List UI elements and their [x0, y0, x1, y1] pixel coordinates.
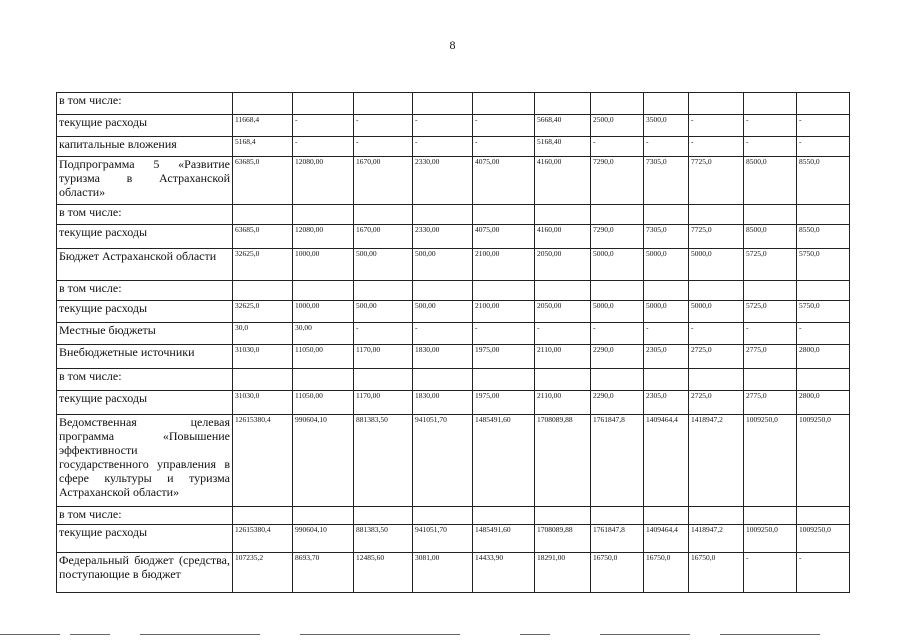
table-row	[57, 225, 850, 249]
value-cell	[797, 205, 850, 225]
value-cell: 1670,00	[354, 157, 413, 205]
table-row	[57, 301, 850, 323]
value-cell	[591, 93, 644, 115]
value-cell: 30,0	[233, 323, 293, 345]
value-cell	[535, 369, 591, 391]
value-cell	[413, 205, 473, 225]
value-cell: 12080,00	[293, 225, 354, 249]
value-cell: 2050,00	[535, 249, 591, 281]
budget-table	[56, 92, 850, 593]
value-cell: 8550,0	[797, 225, 850, 249]
row-label: текущие расходы	[57, 301, 233, 323]
value-cell: 16750,0	[689, 553, 744, 593]
value-cell: 1009250,0	[797, 415, 850, 507]
value-cell	[413, 93, 473, 115]
value-cell: 1170,00	[354, 391, 413, 415]
value-cell: 2110,00	[535, 345, 591, 369]
table-row	[57, 115, 850, 137]
value-cell: 5168,4	[233, 137, 293, 157]
table-row	[57, 249, 850, 281]
value-cell: 7725,0	[689, 157, 744, 205]
value-cell: 941051,70	[413, 525, 473, 553]
value-cell: 7725,0	[689, 225, 744, 249]
value-cell	[689, 93, 744, 115]
value-cell	[293, 507, 354, 525]
value-cell	[293, 369, 354, 391]
value-cell: 63685,0	[233, 225, 293, 249]
value-cell: 500,00	[354, 301, 413, 323]
value-cell: 4075,00	[473, 157, 535, 205]
value-cell: -	[797, 323, 850, 345]
value-cell: 1409464,4	[644, 415, 689, 507]
value-cell: 5668,40	[535, 115, 591, 137]
row-label: в том числе:	[57, 369, 233, 391]
value-cell: 5750,0	[797, 249, 850, 281]
value-cell: 1418947,2	[689, 415, 744, 507]
value-cell: 941051,70	[413, 415, 473, 507]
value-cell	[744, 205, 797, 225]
value-cell: 5725,0	[744, 249, 797, 281]
value-cell: -	[797, 115, 850, 137]
value-cell: 31030,0	[233, 391, 293, 415]
value-cell: 2725,0	[689, 345, 744, 369]
value-cell: 1009250,0	[744, 415, 797, 507]
table-row	[57, 391, 850, 415]
value-cell: -	[473, 115, 535, 137]
value-cell	[535, 93, 591, 115]
value-cell	[293, 281, 354, 301]
value-cell: -	[744, 553, 797, 593]
value-cell: 32625,0	[233, 249, 293, 281]
value-cell: 16750,0	[644, 553, 689, 593]
value-cell: 32625,0	[233, 301, 293, 323]
value-cell	[293, 205, 354, 225]
value-cell: 2110,00	[535, 391, 591, 415]
value-cell: -	[689, 115, 744, 137]
value-cell	[473, 93, 535, 115]
table-row	[57, 369, 850, 391]
value-cell	[744, 369, 797, 391]
value-cell: 1009250,0	[797, 525, 850, 553]
value-cell: 2725,0	[689, 391, 744, 415]
value-cell: 5725,0	[744, 301, 797, 323]
value-cell	[473, 369, 535, 391]
value-cell	[744, 281, 797, 301]
value-cell: -	[413, 323, 473, 345]
value-cell: 7305,0	[644, 157, 689, 205]
row-label: Бюджет Астраханской области	[57, 249, 233, 281]
value-cell: 4160,00	[535, 157, 591, 205]
value-cell	[354, 93, 413, 115]
value-cell: -	[473, 137, 535, 157]
value-cell	[591, 281, 644, 301]
value-cell	[744, 507, 797, 525]
value-cell: 3500,0	[644, 115, 689, 137]
value-cell	[689, 507, 744, 525]
value-cell: 2800,0	[797, 345, 850, 369]
value-cell	[233, 507, 293, 525]
value-cell: -	[354, 137, 413, 157]
value-cell: 18291,00	[535, 553, 591, 593]
value-cell: 2305,0	[644, 391, 689, 415]
value-cell: -	[744, 115, 797, 137]
value-cell: -	[293, 115, 354, 137]
value-cell: -	[644, 137, 689, 157]
value-cell: 1000,00	[293, 249, 354, 281]
table-row	[57, 415, 850, 507]
value-cell: 4160,00	[535, 225, 591, 249]
table-row	[57, 93, 850, 115]
value-cell: 1975,00	[473, 391, 535, 415]
value-cell: 12615380,4	[233, 525, 293, 553]
row-label: Внебюджетные источники	[57, 345, 233, 369]
value-cell: 5750,0	[797, 301, 850, 323]
value-cell: 16750,0	[591, 553, 644, 593]
table-row	[57, 345, 850, 369]
value-cell	[354, 369, 413, 391]
value-cell: 7290,0	[591, 225, 644, 249]
value-cell: -	[797, 553, 850, 593]
value-cell: 11050,00	[293, 391, 354, 415]
bottom-rule	[0, 634, 905, 637]
row-label: в том числе:	[57, 507, 233, 525]
table-row	[57, 281, 850, 301]
value-cell: 1761847,8	[591, 525, 644, 553]
row-label: текущие расходы	[57, 225, 233, 249]
value-cell: 12615380,4	[233, 415, 293, 507]
value-cell: -	[689, 323, 744, 345]
value-cell: -	[354, 115, 413, 137]
table-row	[57, 553, 850, 593]
value-cell	[413, 507, 473, 525]
table-row	[57, 157, 850, 205]
value-cell: 11050,00	[293, 345, 354, 369]
value-cell: 990604,10	[293, 415, 354, 507]
value-cell	[644, 369, 689, 391]
value-cell: 12080,00	[293, 157, 354, 205]
row-label: в том числе:	[57, 205, 233, 225]
table-row	[57, 525, 850, 553]
table-row	[57, 137, 850, 157]
value-cell: 1708089,88	[535, 415, 591, 507]
value-cell: -	[591, 137, 644, 157]
value-cell: 7290,0	[591, 157, 644, 205]
value-cell: 881383,50	[354, 415, 413, 507]
value-cell: 5000,0	[591, 301, 644, 323]
value-cell: 500,00	[413, 301, 473, 323]
row-label: Ведомственная целевая программа «Повышение эффективности государственного управления в сфере культуры и туризма Астраханской области»	[57, 415, 233, 507]
value-cell: 2775,0	[744, 391, 797, 415]
value-cell: 1485491,60	[473, 415, 535, 507]
value-cell: 8500,0	[744, 157, 797, 205]
value-cell: -	[473, 323, 535, 345]
value-cell: 990604,10	[293, 525, 354, 553]
page-number: 8	[449, 38, 456, 52]
value-cell	[644, 93, 689, 115]
value-cell	[354, 507, 413, 525]
value-cell	[413, 281, 473, 301]
value-cell: 2500,0	[591, 115, 644, 137]
value-cell	[233, 281, 293, 301]
value-cell	[535, 507, 591, 525]
value-cell: 1000,00	[293, 301, 354, 323]
value-cell	[744, 93, 797, 115]
value-cell	[797, 281, 850, 301]
value-cell	[591, 507, 644, 525]
value-cell: 500,00	[413, 249, 473, 281]
value-cell	[354, 281, 413, 301]
table-row	[57, 507, 850, 525]
value-cell: -	[413, 137, 473, 157]
value-cell	[797, 93, 850, 115]
value-cell: 2800,0	[797, 391, 850, 415]
value-cell: -	[797, 137, 850, 157]
row-label: текущие расходы	[57, 391, 233, 415]
value-cell	[644, 205, 689, 225]
value-cell: -	[535, 323, 591, 345]
value-cell: 5000,0	[591, 249, 644, 281]
value-cell: 5168,40	[535, 137, 591, 157]
value-cell: -	[354, 323, 413, 345]
value-cell	[473, 205, 535, 225]
value-cell	[473, 281, 535, 301]
value-cell: 12485,60	[354, 553, 413, 593]
row-label: Федеральный бюджет (средства, поступающие в бюджет	[57, 553, 233, 593]
value-cell: 11668,4	[233, 115, 293, 137]
value-cell: 2330,00	[413, 157, 473, 205]
value-cell	[473, 507, 535, 525]
value-cell: 2290,0	[591, 345, 644, 369]
row-label: Подпрограмма 5 «Развитие туризма в Астраханской области»	[57, 157, 233, 205]
row-label: Местные бюджеты	[57, 323, 233, 345]
value-cell: 8550,0	[797, 157, 850, 205]
value-cell: -	[644, 323, 689, 345]
value-cell: 2305,0	[644, 345, 689, 369]
value-cell: 5000,0	[689, 249, 744, 281]
value-cell	[535, 205, 591, 225]
value-cell: -	[591, 323, 644, 345]
value-cell: 1761847,8	[591, 415, 644, 507]
value-cell: 30,00	[293, 323, 354, 345]
value-cell: 2330,00	[413, 225, 473, 249]
value-cell	[535, 281, 591, 301]
value-cell: 1485491,60	[473, 525, 535, 553]
row-label: капитальные вложения	[57, 137, 233, 157]
value-cell: 7305,0	[644, 225, 689, 249]
value-cell: 8693,70	[293, 553, 354, 593]
row-label: текущие расходы	[57, 525, 233, 553]
value-cell: 1975,00	[473, 345, 535, 369]
value-cell	[233, 205, 293, 225]
value-cell: 5000,0	[689, 301, 744, 323]
value-cell: -	[744, 137, 797, 157]
value-cell: 107235,2	[233, 553, 293, 593]
value-cell: 31030,0	[233, 345, 293, 369]
value-cell	[233, 93, 293, 115]
value-cell	[233, 369, 293, 391]
value-cell	[689, 281, 744, 301]
value-cell: 881383,50	[354, 525, 413, 553]
row-label: в том числе:	[57, 93, 233, 115]
value-cell: 63685,0	[233, 157, 293, 205]
table-row	[57, 205, 850, 225]
value-cell: 2775,0	[744, 345, 797, 369]
value-cell	[797, 507, 850, 525]
value-cell: 1409464,4	[644, 525, 689, 553]
value-cell: -	[744, 323, 797, 345]
value-cell	[591, 205, 644, 225]
row-label: текущие расходы	[57, 115, 233, 137]
value-cell: 500,00	[354, 249, 413, 281]
value-cell	[293, 93, 354, 115]
value-cell: 5000,0	[644, 249, 689, 281]
value-cell: 8500,0	[744, 225, 797, 249]
value-cell: -	[293, 137, 354, 157]
value-cell: -	[413, 115, 473, 137]
value-cell: 1670,00	[354, 225, 413, 249]
value-cell: 3081,00	[413, 553, 473, 593]
value-cell: 1830,00	[413, 391, 473, 415]
value-cell	[689, 205, 744, 225]
value-cell: 1170,00	[354, 345, 413, 369]
value-cell: -	[689, 137, 744, 157]
value-cell: 14433,90	[473, 553, 535, 593]
value-cell: 5000,0	[644, 301, 689, 323]
value-cell	[413, 369, 473, 391]
table-row	[57, 323, 850, 345]
value-cell	[644, 281, 689, 301]
value-cell: 1009250,0	[744, 525, 797, 553]
value-cell: 2100,00	[473, 301, 535, 323]
value-cell: 2050,00	[535, 301, 591, 323]
value-cell: 2100,00	[473, 249, 535, 281]
value-cell: 1418947,2	[689, 525, 744, 553]
row-label: в том числе:	[57, 281, 233, 301]
value-cell: 2290,0	[591, 391, 644, 415]
value-cell: 1708089,88	[535, 525, 591, 553]
value-cell	[689, 369, 744, 391]
value-cell	[644, 507, 689, 525]
value-cell	[354, 205, 413, 225]
value-cell: 1830,00	[413, 345, 473, 369]
value-cell: 4075,00	[473, 225, 535, 249]
value-cell	[797, 369, 850, 391]
value-cell	[591, 369, 644, 391]
